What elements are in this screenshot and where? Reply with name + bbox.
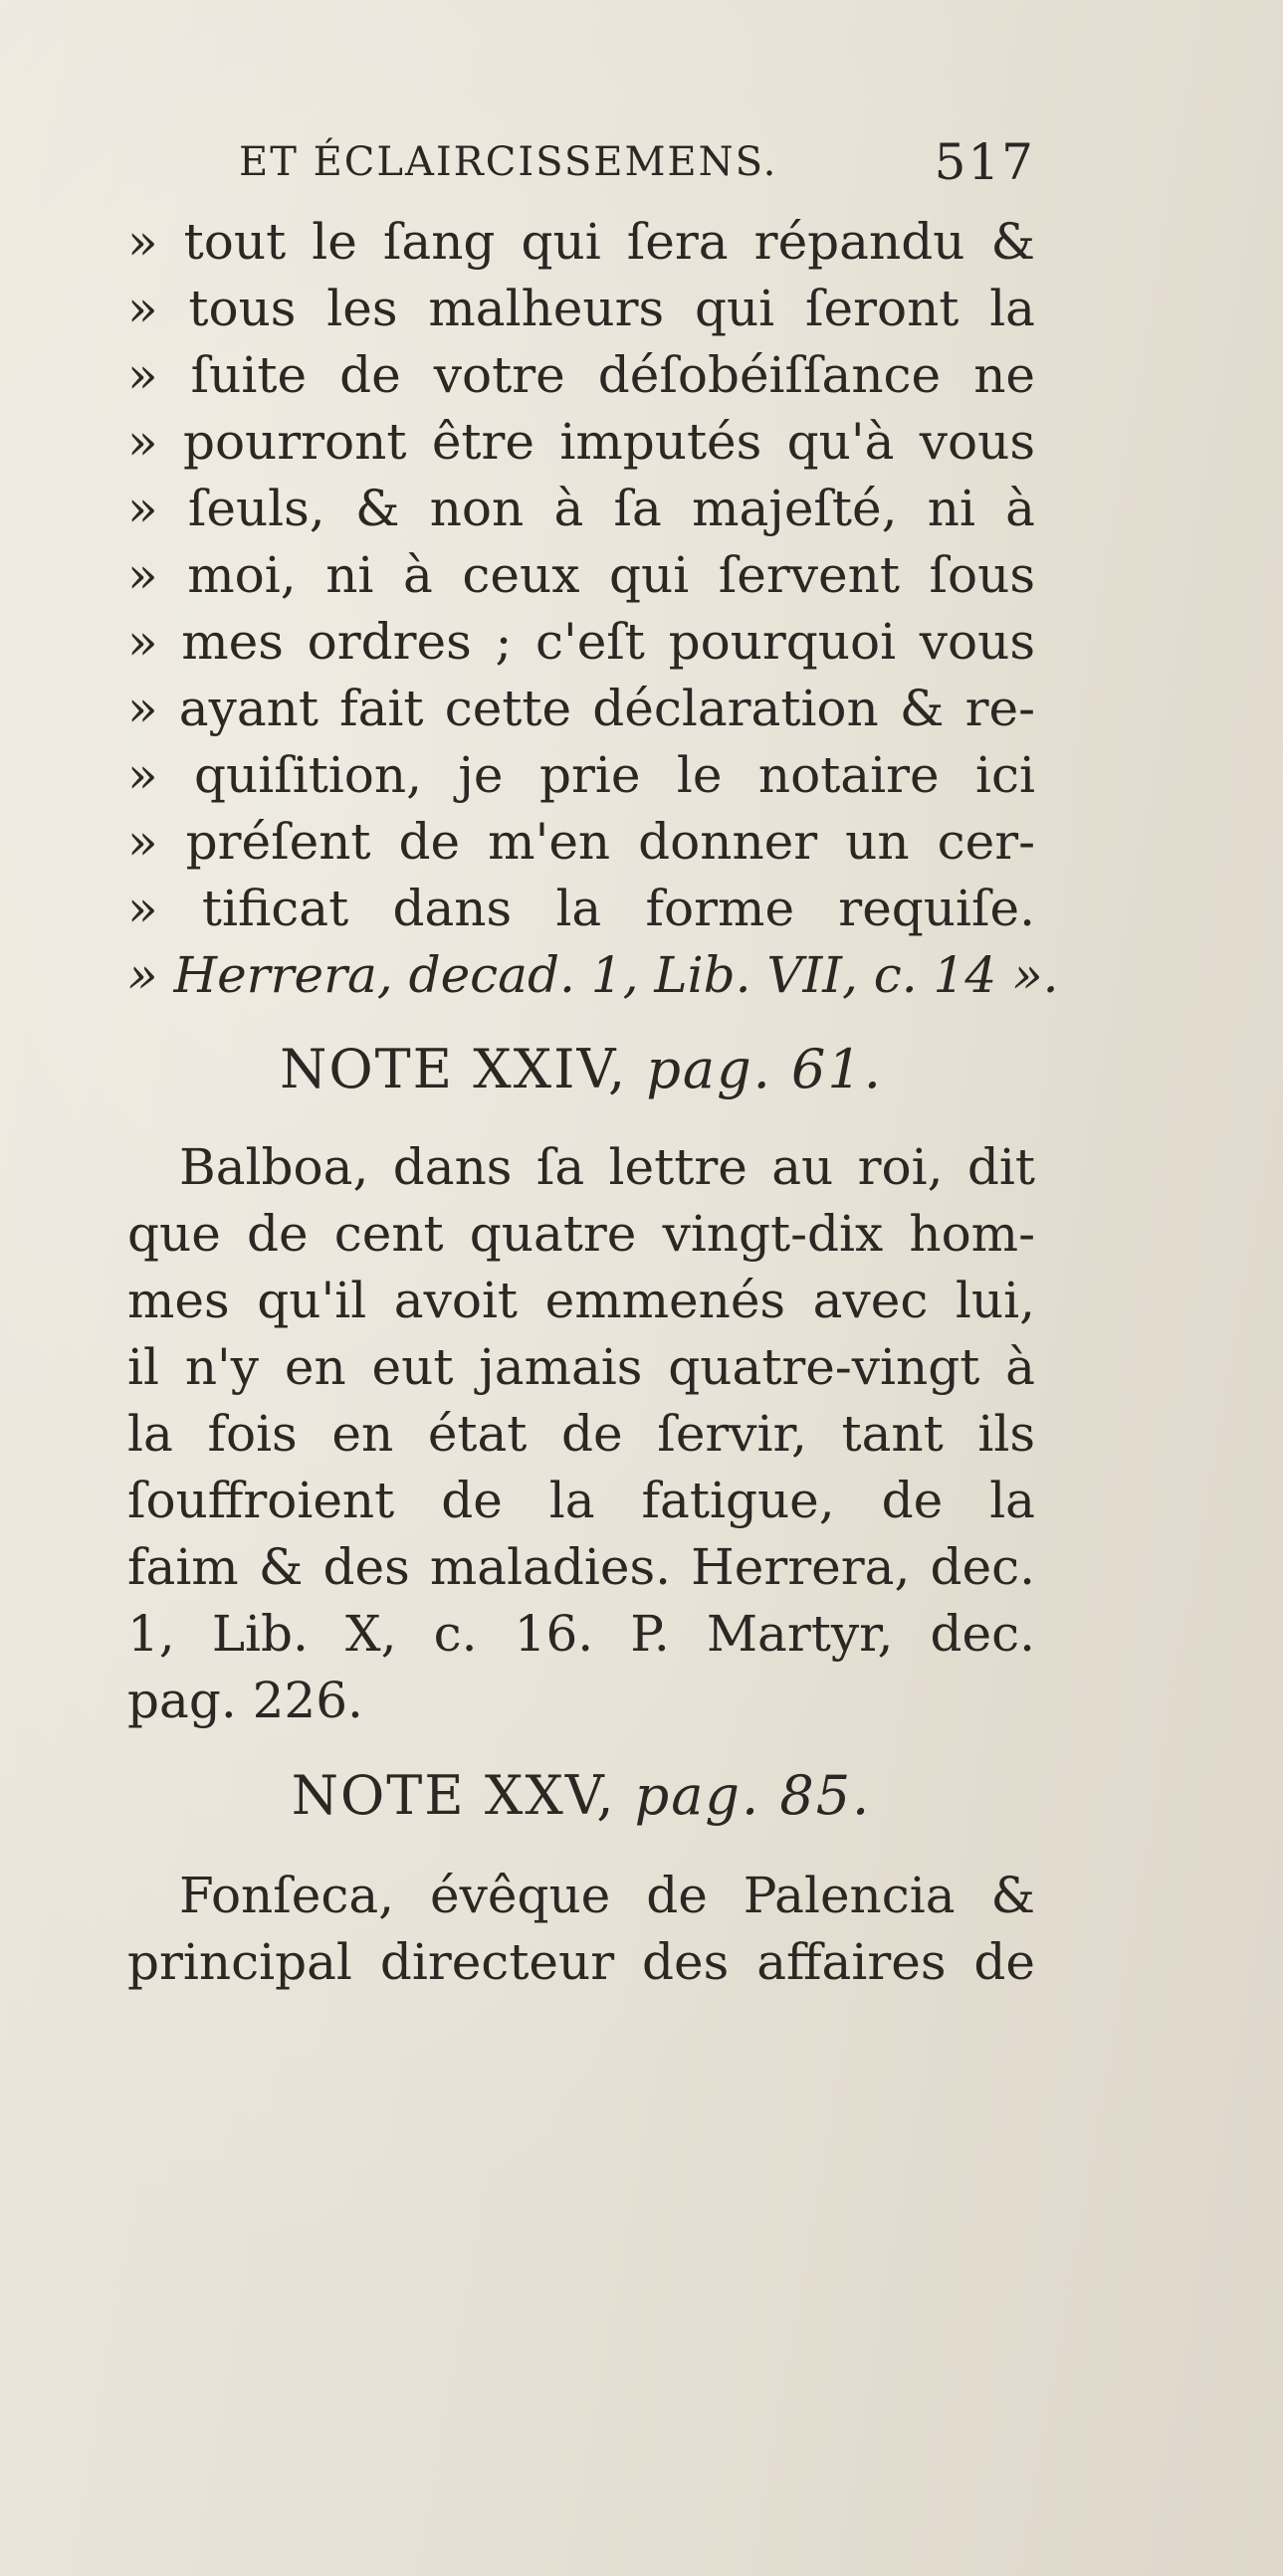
note-24-body (127, 1134, 1035, 1734)
text-line: » préſent de m'en donner un cer- (127, 813, 1035, 871)
text-line: » quiſition, je prie le notaire ici (127, 746, 1035, 804)
page-number: 517 (934, 133, 1035, 191)
text-line: » moi, ni à ceux qui ſervent ſous (127, 546, 1035, 604)
text-line: Fonſeca, évêque de Palencia & (179, 1867, 1035, 1924)
note-24-title (127, 1035, 1035, 1104)
text-line: principal directeur des affaires de (127, 1933, 1035, 1991)
running-head: ET ÉCLAIRCISSEMENS. (239, 139, 778, 185)
text-line: » tificat dans la forme requiſe. (127, 880, 1035, 937)
note-25-body (127, 1863, 1035, 1996)
text-line: que de cent quatre vingt-dix hom- (127, 1205, 1035, 1263)
text-line: » ſuite de votre déſobéiſſance ne (127, 346, 1035, 404)
text-line: » ayant fait cette déclaration & re- (127, 680, 1035, 737)
text-line: » tout le ſang qui ſera répandu & (127, 213, 1035, 271)
text-line: pag. 226. (127, 1672, 363, 1729)
text-line: » tous les malheurs qui ſeront la (127, 280, 1035, 337)
text-line: » ſeuls, & non à ſa majeſté, ni à (127, 480, 1035, 537)
text-line: ſouffroient de la fatigue, de la (127, 1472, 1035, 1529)
text-line: la fois en état de ſervir, tant ils (127, 1405, 1035, 1463)
note-25-page-ref: pag. 85. (634, 1764, 872, 1827)
note-25-label: NOTE XXV, (291, 1764, 616, 1827)
text-line: faim & des maladies. Herrera, dec. (127, 1538, 1035, 1596)
text-line: » pourront être imputés qu'à vous (127, 413, 1035, 471)
page-header (239, 133, 1035, 199)
text-line: » mes ordres ; c'eſt pourquoi vous (127, 613, 1035, 671)
note-25-title (127, 1761, 1035, 1831)
note-24-page-ref: pag. 61. (646, 1038, 883, 1100)
note-24-label: NOTE XXIV, (280, 1038, 628, 1100)
text-line: il n'y en eut jamais quatre-vingt à (127, 1338, 1035, 1396)
text-line: 1, Lib. X, c. 16. P. Martyr, dec. (127, 1605, 1035, 1663)
text-line: Balboa, dans ſa lettre au roi, dit (179, 1138, 1035, 1196)
text-line: mes qu'il avoit emmenés avec lui, (127, 1272, 1035, 1329)
quote-citation: » Herrera, decad. 1, Lib. VII, c. 14 ». (127, 946, 1059, 1004)
quote-block (127, 209, 1059, 1009)
